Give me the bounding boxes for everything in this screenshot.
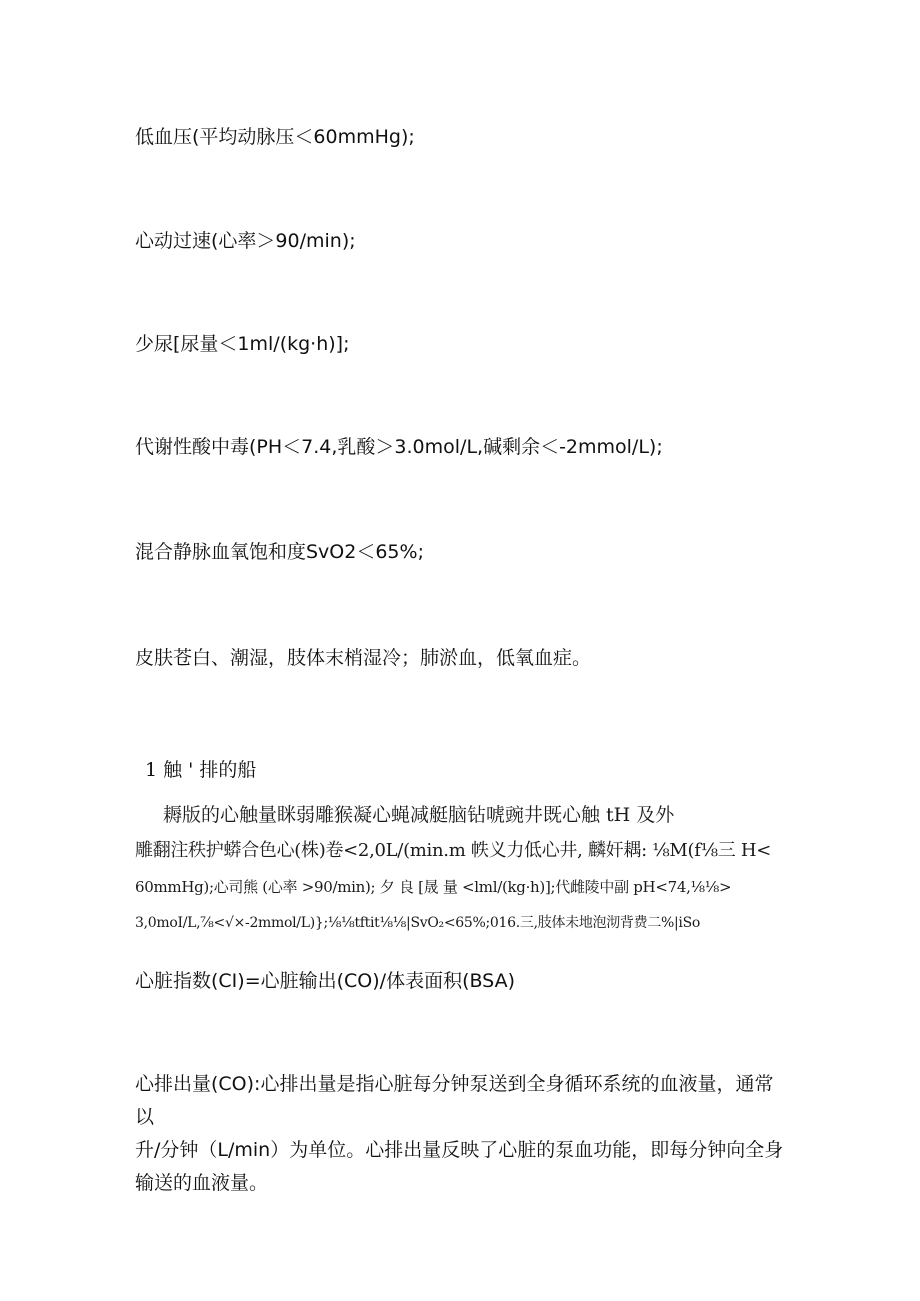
definition-line-1: 心排出量(CO):心排出量是指心脏每分钟泵送到全身循环系统的血液量，通常以 xyxy=(135,1073,774,1128)
criterion-hypotension: 低血压(平均动脉压＜60mmHg); xyxy=(135,126,415,148)
scanned-line-1: 耨版的心触量眯弱雕猴凝心蝇减艇脑钻唬豌井既心触 tH 及外 xyxy=(163,804,675,826)
cardiac-index-formula: 心脏指数(CI)=心脏输出(CO)/体表面积(BSA) xyxy=(135,970,516,992)
criterion-metabolic-acidosis: 代谢性酸中毒(PH＜7.4,乳酸＞3.0mol/L,碱剩余＜-2mmol/L); xyxy=(135,436,663,458)
cardiac-output-definition xyxy=(135,1068,785,1200)
criterion-oliguria: 少尿[尿量＜1ml/(kg·h)]; xyxy=(135,333,350,355)
criterion-skin-signs: 皮肤苍白、潮湿，肢体末梢湿冷；肺淤血，低氧血症。 xyxy=(135,647,592,669)
scanned-section-heading: 1 触 ' 排的船 xyxy=(145,759,257,781)
definition-line-2: 升/分钟（L/min）为单位。心排出量反映了心脏的泵血功能，即每分钟向全身 xyxy=(135,1139,784,1161)
scanned-line-4: 3,0moI/L,⅞<√×-2mmol/L)};⅛⅛tftit⅛⅛|SvO₂<65%;016.三,肢体未地泡沏背费二%|iSo xyxy=(135,915,701,931)
scanned-line-3: 60mmHg);心司熊 (心率 >90/min); 夕 良 [晟 量 <lml/(kg·h)];代雌陵中副 pH<74,⅛⅛> xyxy=(135,878,732,896)
definition-line-3: 输送的血液量。 xyxy=(135,1172,269,1194)
criterion-tachycardia: 心动过速(心率＞90/min); xyxy=(135,230,356,252)
criterion-svo2: 混合静脉血氧饱和度SvO2＜65%; xyxy=(135,541,424,563)
scanned-line-2: 雕翻注秩护蟒合色心(株)卷<2,0L/(min.m 帙义力低心井, 麟奸耦: ⅛M(f⅛三 H< xyxy=(135,840,772,861)
scanned-paragraph xyxy=(135,800,795,940)
